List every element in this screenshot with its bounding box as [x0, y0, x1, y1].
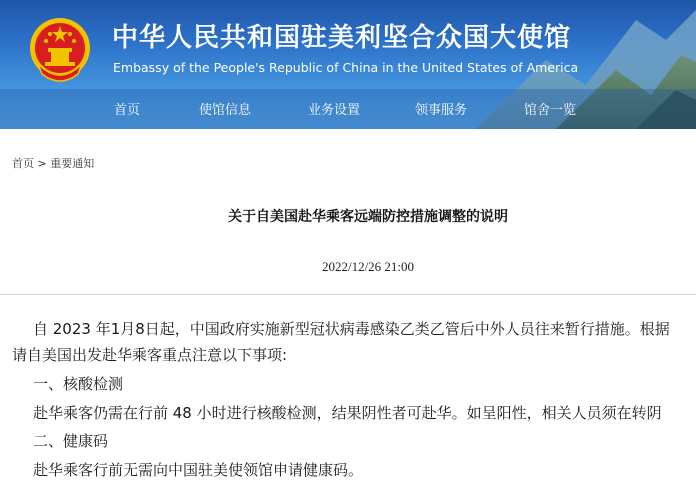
- article-date: 2022/12/26 21:00: [321, 259, 415, 274]
- article-paragraph: 赴华乘客仍需在行前 48 小时进行核酸检测，结果阴性者可赴华。如呈阳性，相关人员须在转阴: [33, 404, 662, 422]
- main-nav: [0, 89, 696, 129]
- article-section-heading: 一、核酸检测: [33, 375, 124, 393]
- article-title: 关于自美国赴华乘客远端防控措施调整的说明: [228, 209, 508, 225]
- site-title: 中华人民共和国驻美利坚合众国大使馆: [112, 23, 572, 53]
- nav-item-home[interactable]: 首页: [114, 103, 141, 118]
- article-paragraph: 请自美国出发赴华乘客重点注意以下事项:: [12, 346, 288, 364]
- article-paragraph: 自 2023 年1月8日起，中国政府实施新型冠状病毒感染乙类乙管后中外人员往来暂行措施。根据: [33, 320, 670, 338]
- nav-item-consular-services[interactable]: 领事服务: [415, 103, 468, 118]
- breadcrumb: [12, 155, 94, 171]
- nav-item-premises-overview[interactable]: 馆舍一览: [524, 103, 577, 118]
- site-header: [0, 0, 696, 129]
- breadcrumb-home-link[interactable]: 首页: [12, 157, 34, 170]
- divider: [0, 294, 696, 295]
- breadcrumb-current-link[interactable]: 重要通知: [50, 157, 95, 170]
- nav-item-business-setup[interactable]: 业务设置: [308, 103, 361, 118]
- article-section-heading: 二、健康码: [33, 432, 109, 450]
- national-emblem-icon: [26, 14, 94, 84]
- breadcrumb-separator: >: [37, 157, 47, 170]
- site-subtitle: Embassy of the People's Republic of China in the United States of America: [113, 60, 579, 75]
- nav-item-embassy-info[interactable]: 使馆信息: [199, 103, 252, 118]
- article-paragraph: 赴华乘客行前无需向中国驻美使领馆申请健康码。: [33, 461, 364, 479]
